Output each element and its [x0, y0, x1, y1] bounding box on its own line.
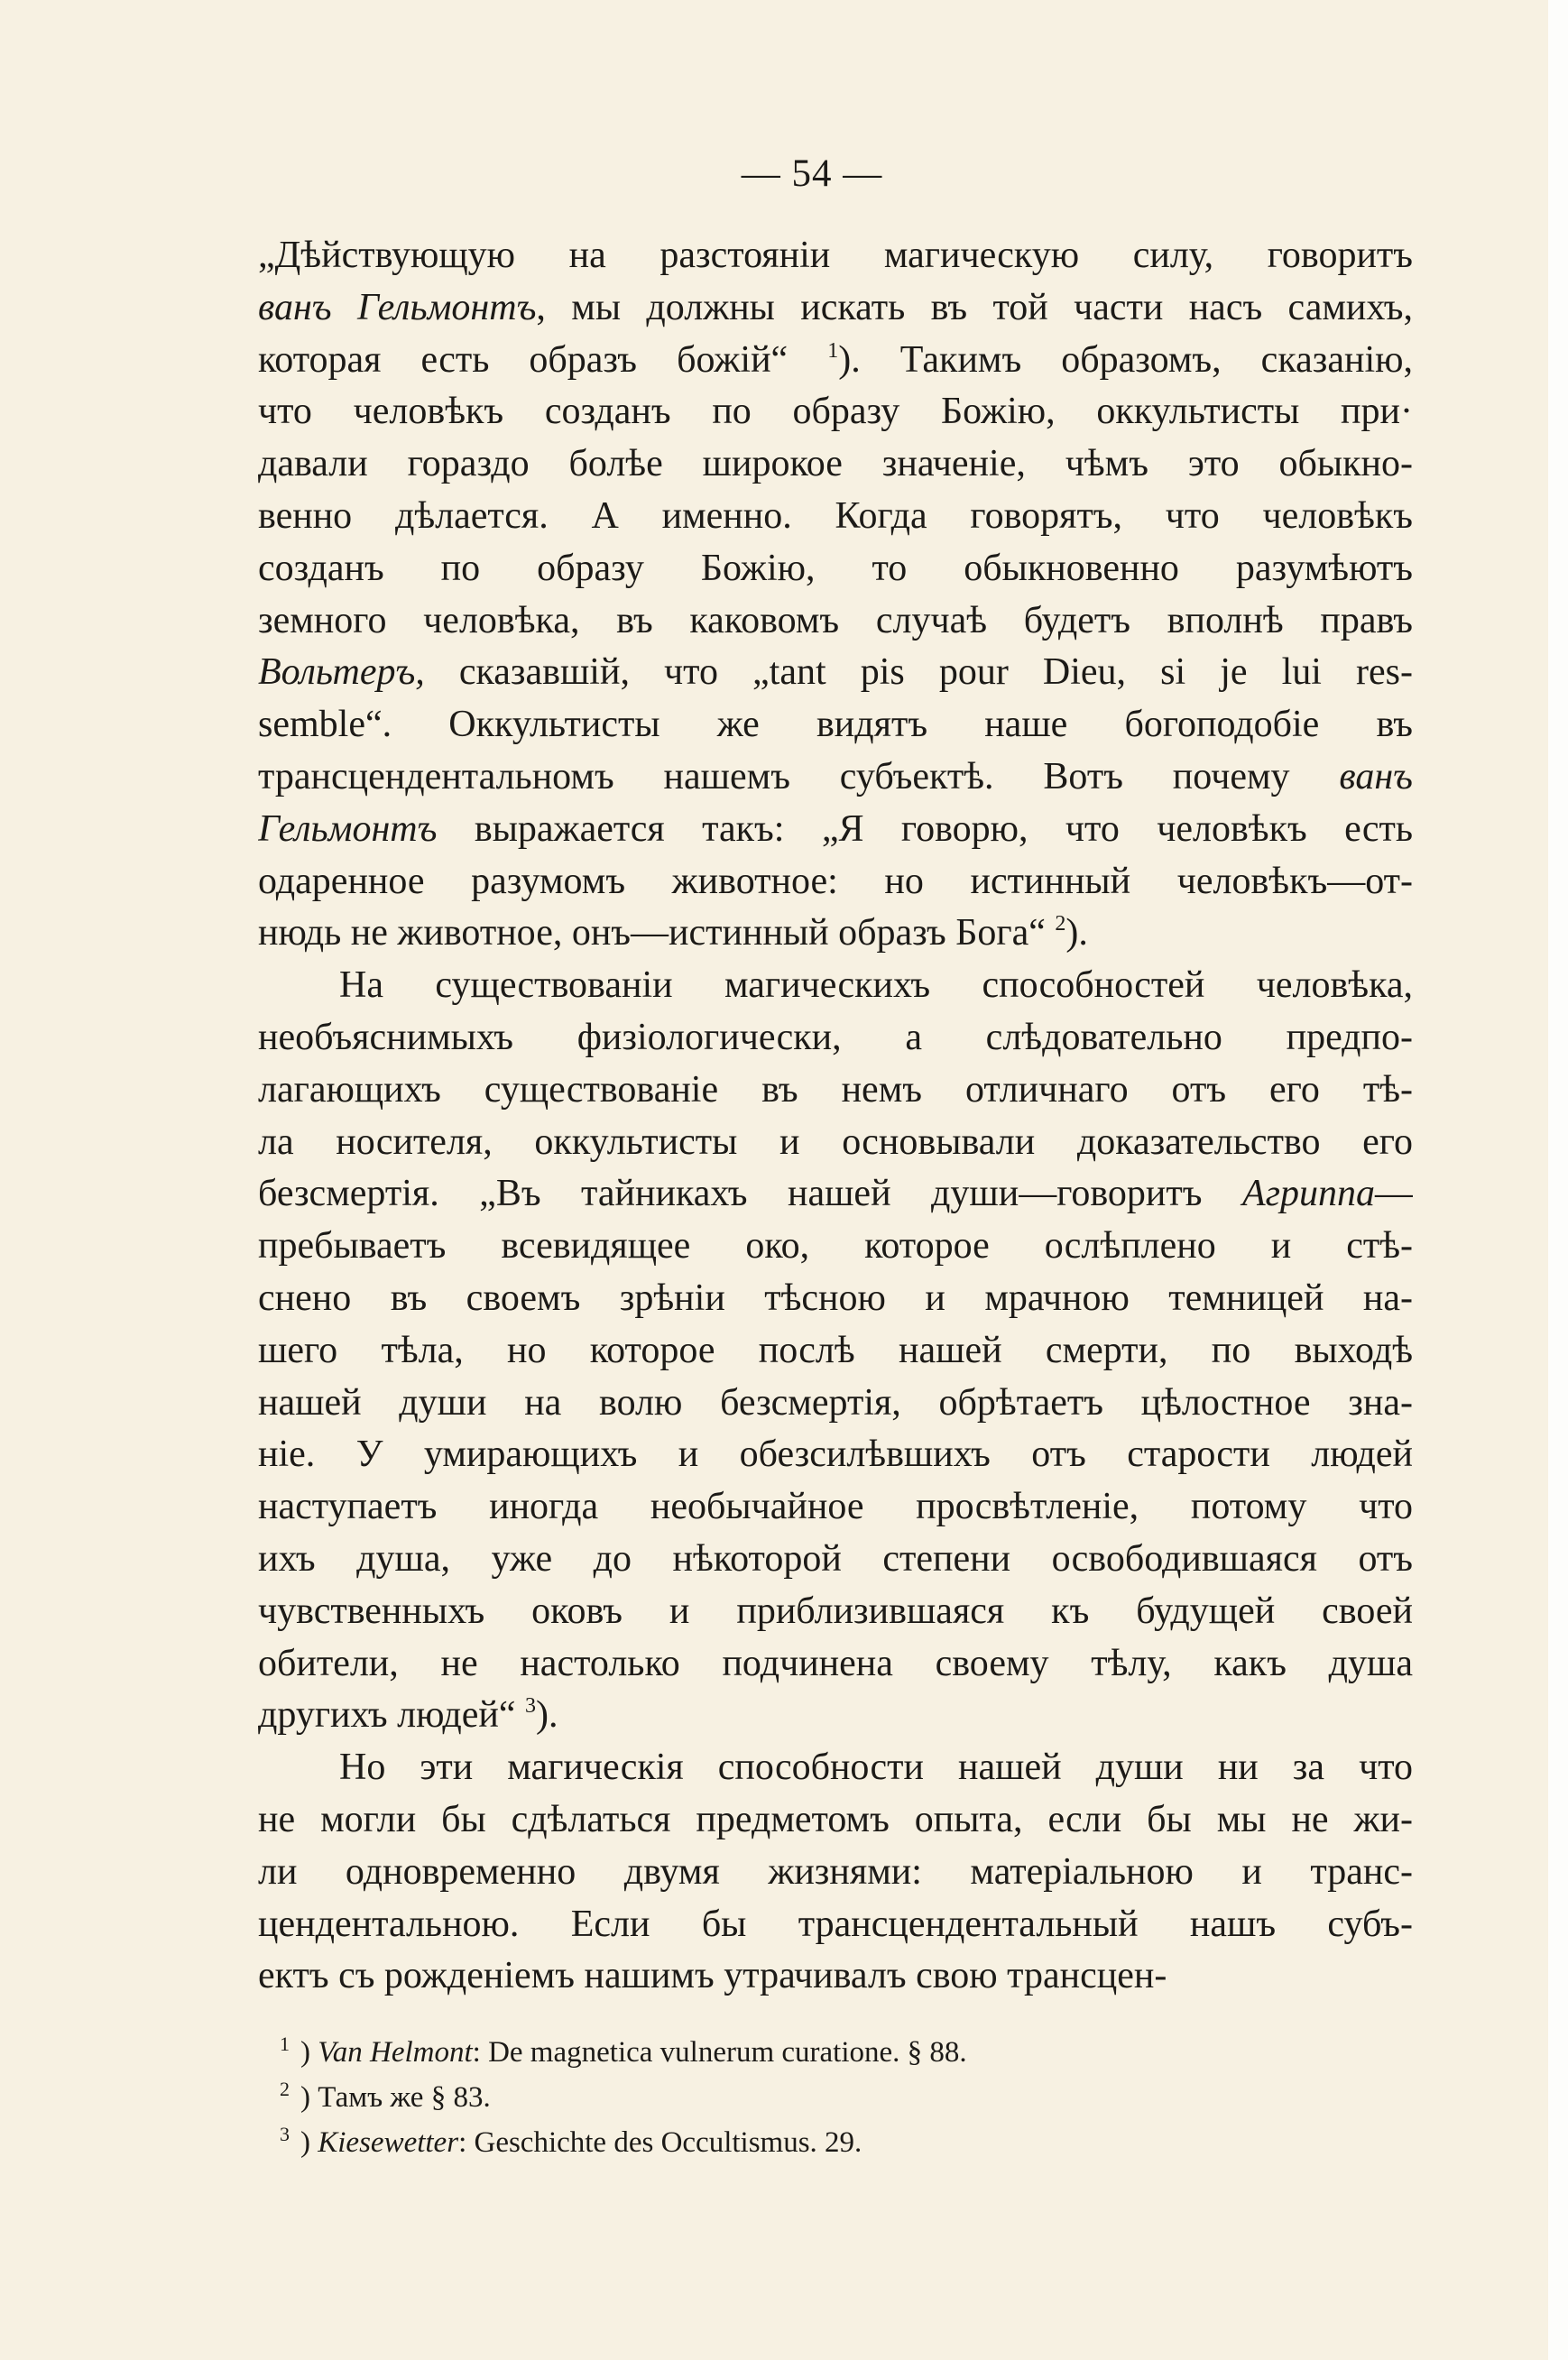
footnote-text: Тамъ же § 83. — [318, 2081, 491, 2114]
text-line — [258, 1794, 1413, 1847]
footnote-reference[interactable]: 1 — [827, 338, 839, 363]
text-segment: трансцендентальномъ нашемъ субъектѣ. Вотъ почему — [258, 755, 1340, 797]
text-line — [258, 438, 1413, 491]
text-segment: , мы должны искать въ той части насъ самихъ, — [536, 286, 1413, 328]
footnote-author: Van Helmont — [318, 2036, 473, 2069]
name-italic: Агриппа — [1241, 1173, 1375, 1215]
footnote: $^2$ ) Тамъ же § 83. — [280, 2078, 491, 2114]
text-segment: нюдь не животное, онъ—истинный образъ Бога“ — [258, 912, 1056, 954]
text-line — [258, 960, 1413, 1012]
text-line — [258, 1481, 1413, 1534]
footnotes — [280, 2030, 1362, 2165]
text-line — [258, 1742, 1413, 1794]
page-number: — 54 — — [741, 152, 883, 195]
footnote-reference[interactable]: 2 — [1055, 912, 1066, 936]
text-segment: безсмертія. „Въ тайникахъ нашей души—говоритъ — [258, 1173, 1242, 1215]
text-segment: которая есть образъ божій“ — [258, 338, 828, 381]
text-segment: ). — [535, 1694, 558, 1737]
body-text — [258, 230, 1413, 2003]
text-segment: пребываетъ всевидящее око, которое ослѣплено и стѣ- — [258, 1225, 1413, 1268]
text-segment: другихъ людей“ — [258, 1694, 525, 1737]
name-italic: Вольтеръ, — [258, 651, 425, 694]
text-segment: „Дѣйствующую на разстояніи магическую силу, говоритъ — [258, 235, 1413, 276]
footnote-mark: 2 — [280, 2078, 290, 2100]
text-segment: ектъ съ рожденіемъ нашимъ утрачивалъ свою трансцен- — [258, 1955, 1167, 1997]
text-line — [258, 386, 1413, 438]
text-segment: цендентальною. Если бы трансцендентальный нашъ субъ- — [258, 1903, 1413, 1945]
text-line — [258, 1221, 1413, 1273]
text-line — [258, 1899, 1413, 1951]
text-line — [258, 1429, 1413, 1481]
text-line — [258, 491, 1413, 543]
text-line — [258, 543, 1413, 595]
text-segment: ли одновременно двумя жизнями: матеріальною и транс- — [258, 1850, 1413, 1893]
name-italic: ванъ Гельмонтъ — [258, 286, 537, 328]
text-line — [258, 647, 1413, 699]
text-segment: semble“. Оккультисты же видятъ наше богоподобіе въ — [258, 704, 1413, 746]
text-line — [258, 804, 1413, 856]
text-line — [258, 1168, 1413, 1221]
text-segment: ). — [1065, 912, 1088, 954]
text-segment: выражается такъ: „Я говорю, что человѣкъ есть — [437, 807, 1413, 850]
footnote: $^1$ ) Van Helmont: De magnetica vulnerum curatione. § 88. — [280, 2033, 967, 2069]
text-line — [258, 1847, 1413, 1899]
footnote-text: Geschichte des Occultismus. 29. — [474, 2126, 862, 2159]
text-line — [258, 1586, 1413, 1638]
text-segment: ). Такимъ образомъ, сказанію, — [838, 338, 1413, 381]
text-line — [258, 335, 1413, 387]
footnote-author: Kiesewetter — [318, 2126, 459, 2159]
text-segment: обители, не настолько подчинена своему тѣлу, какъ душа — [258, 1642, 1413, 1684]
footnote-mark: 3 — [280, 2123, 290, 2145]
text-line — [258, 1534, 1413, 1586]
text-segment: что человѣкъ созданъ по образу Божію, оккультисты при· — [258, 391, 1413, 433]
text-segment: лагающихъ существованіе въ немъ отличнаго отъ его тѣ- — [258, 1068, 1413, 1111]
text-line — [258, 1117, 1413, 1169]
text-line — [258, 908, 1413, 960]
footnote-mark: 1 — [280, 2033, 290, 2055]
text-segment: не могли бы сдѣлаться предметомъ опыта, если бы мы не жи- — [258, 1798, 1413, 1840]
text-segment: ихъ душа, уже до нѣкоторой степени освободившаяся отъ — [258, 1537, 1413, 1580]
text-line — [258, 595, 1413, 648]
text-segment: созданъ по образу Божію, то обыкновенно разумѣютъ — [258, 547, 1413, 589]
text-line — [258, 1325, 1413, 1378]
text-line — [258, 1378, 1413, 1430]
text-line — [258, 230, 1413, 282]
text-segment: ніе. У умирающихъ и обезсилѣвшихъ отъ старости людей — [258, 1434, 1413, 1476]
text-line — [258, 1690, 1413, 1742]
text-segment: — — [1375, 1173, 1413, 1215]
text-segment: одаренное разумомъ животное: но истинный человѣкъ—от- — [258, 860, 1413, 902]
text-segment: давали гораздо болѣе широкое значеніе, чѣмъ это обыкно- — [258, 443, 1413, 485]
text-line — [258, 1065, 1413, 1117]
name-italic: Гельмонтъ — [258, 807, 438, 850]
text-segment: сказавшій, что „tant pis pour Dieu, si je lui res- — [424, 651, 1413, 694]
text-line — [258, 1638, 1413, 1691]
text-segment: шего тѣла, но которое послѣ нашей смерти, по выходѣ — [258, 1329, 1413, 1371]
text-segment: венно дѣлается. А именно. Когда говорятъ, что человѣкъ — [258, 494, 1413, 537]
text-line — [258, 1273, 1413, 1325]
text-line — [258, 1012, 1413, 1065]
text-segment: земного человѣка, въ каковомъ случаѣ будетъ вполнѣ правъ — [258, 599, 1413, 641]
page-edge — [1548, 0, 1568, 2360]
text-segment: наступаетъ иногда необычайное просвѣтленіе, потому что — [258, 1486, 1413, 1528]
text-segment: необъяснимыхъ физіологически, а слѣдовательно предпо- — [258, 1016, 1413, 1058]
name-italic: ванъ — [1339, 755, 1413, 797]
text-line — [258, 282, 1413, 335]
text-line — [258, 751, 1413, 804]
text-segment: нашей души на волю безсмертія, обрѣтаетъ цѣлостное зна- — [258, 1381, 1413, 1424]
text-line — [258, 856, 1413, 908]
text-segment: Но эти магическія способности нашей души ни за что — [339, 1747, 1413, 1789]
footnote-reference[interactable]: 3 — [524, 1694, 536, 1719]
text-line — [258, 699, 1413, 751]
text-segment: чувственныхъ оковъ и приблизившаяся къ будущей своей — [258, 1590, 1413, 1632]
text-segment: ла носителя, оккультисты и основывали доказательство его — [258, 1120, 1413, 1163]
text-segment: На существованіи магическихъ способностей человѣка, — [339, 964, 1413, 1007]
footnote: $^3$ ) Kiesewetter: Geschichte des Occultismus. 29. — [280, 2123, 862, 2159]
footnote-text: De magnetica vulnerum curatione. § 88. — [488, 2036, 967, 2069]
text-segment: снено въ своемъ зрѣніи тѣсною и мрачною темницей на- — [258, 1277, 1413, 1319]
text-line — [258, 1950, 1413, 2003]
